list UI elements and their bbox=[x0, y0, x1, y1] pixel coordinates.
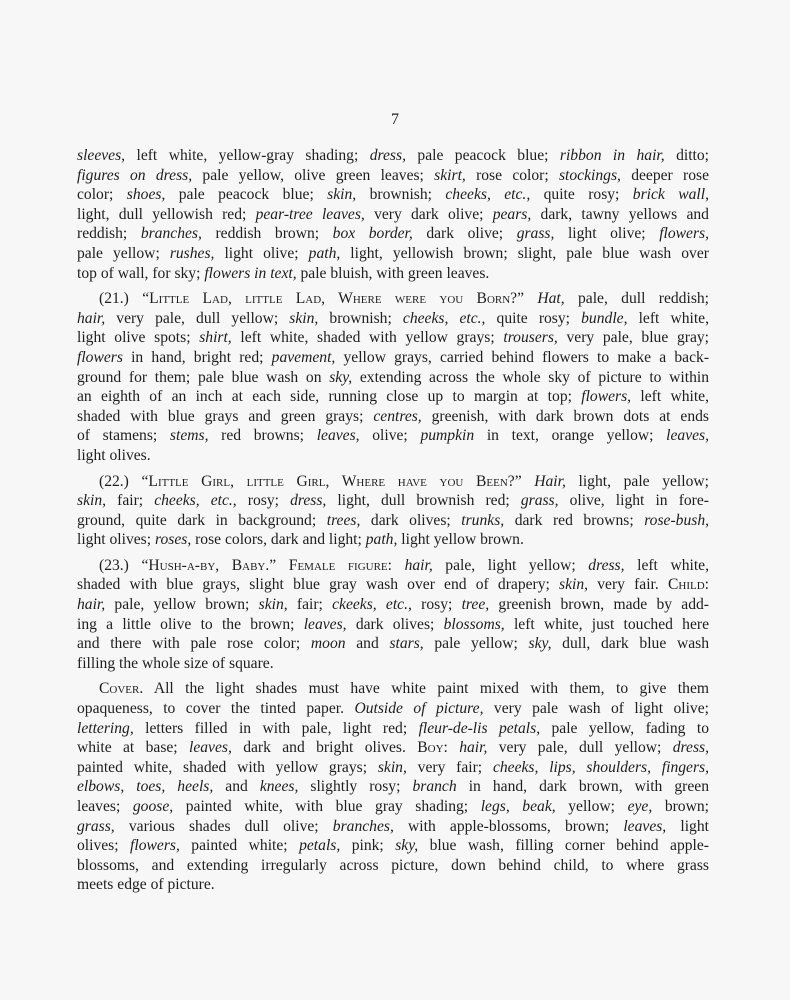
italic-term: blossoms, bbox=[443, 615, 505, 633]
italic-term: goose, bbox=[132, 798, 174, 815]
text-run: brownish; bbox=[356, 186, 446, 204]
text-run: rose colors, dark and light; bbox=[191, 531, 366, 549]
small-caps-heading: Cover. bbox=[99, 680, 144, 698]
italic-term: flowers in text, bbox=[204, 264, 297, 282]
italic-term: Outside of picture, bbox=[354, 700, 484, 718]
text-line bbox=[77, 654, 709, 674]
text-run: very pale, dull yellow; bbox=[487, 739, 673, 757]
italic-term: moon bbox=[310, 635, 346, 653]
italic-term: pumpkin bbox=[420, 427, 475, 445]
text-run: yellow; bbox=[555, 798, 628, 815]
text-run: very fair; bbox=[406, 758, 493, 776]
italic-term: stockings, bbox=[558, 166, 621, 184]
text-run: brownish; bbox=[318, 309, 403, 327]
italic-term: pavement, bbox=[271, 348, 336, 366]
text-run: rose color; bbox=[465, 166, 559, 184]
small-caps-heading: Boy: bbox=[417, 739, 448, 757]
text-run: dark red browns; bbox=[504, 511, 645, 529]
text-run: and there with pale rose color; bbox=[77, 635, 311, 653]
text-line bbox=[77, 530, 709, 550]
italic-term: branches, bbox=[332, 817, 394, 835]
text-line bbox=[77, 699, 709, 719]
text-run: greenish, with dark brown dots at ends bbox=[421, 407, 709, 425]
italic-term: tree, bbox=[461, 596, 490, 614]
text-run: (23.) “ bbox=[99, 556, 149, 574]
italic-term: box border, bbox=[332, 225, 413, 243]
italic-term: ckeeks, etc., bbox=[332, 596, 412, 614]
text-line bbox=[77, 615, 709, 635]
italic-term: trousers, bbox=[503, 329, 558, 347]
text-run bbox=[448, 739, 459, 756]
text-run: slightly rosy; bbox=[298, 778, 413, 796]
text-line bbox=[77, 797, 709, 817]
italic-term: path, bbox=[308, 244, 341, 262]
text-run: meets edge of picture. bbox=[77, 876, 215, 894]
text-run: reddish brown; bbox=[201, 225, 333, 243]
text-run: rosy; bbox=[411, 596, 462, 614]
text-run: pale yellow, olive green leaves; bbox=[192, 166, 435, 184]
text-run: very pale, dull yellow; bbox=[105, 309, 290, 327]
text-run: and bbox=[345, 635, 390, 653]
text-run: shaded with blue grays and green grays; bbox=[77, 407, 374, 425]
italic-term: skin, bbox=[377, 758, 407, 776]
text-run: pale, light yellow; bbox=[432, 556, 589, 574]
italic-term: branch bbox=[412, 778, 457, 796]
small-caps-heading: Little Lad, little Lad, Where were you Born? bbox=[149, 290, 518, 308]
italic-term: leaves, bbox=[188, 739, 232, 757]
text-line bbox=[77, 387, 709, 407]
small-caps-heading: Hush-a-by, Baby. bbox=[148, 556, 270, 574]
text-run: pale yellow, fading to bbox=[540, 719, 709, 737]
text-line bbox=[77, 224, 709, 244]
italic-term: hair, bbox=[77, 309, 106, 327]
italic-term: cheeks, lips, shoulders, fingers, bbox=[492, 758, 709, 776]
text-line bbox=[77, 289, 709, 309]
text-line bbox=[77, 407, 709, 427]
text-line bbox=[77, 679, 709, 699]
italic-term: cheeks, etc., bbox=[445, 186, 531, 204]
text-run: left white, bbox=[624, 556, 710, 574]
text-run: pale peacock blue; bbox=[165, 186, 328, 204]
italic-term: figures on dress, bbox=[77, 166, 193, 184]
text-run: very dark olive; bbox=[364, 205, 493, 223]
italic-term: skirt, bbox=[434, 166, 466, 184]
text-run: olive, light in fore- bbox=[558, 492, 709, 510]
text-line bbox=[77, 777, 709, 797]
text-run: in hand, bright red; bbox=[122, 348, 272, 366]
text-run: light, yellowish brown; slight, pale blue wash over bbox=[340, 244, 709, 262]
text-run: dark olives; bbox=[360, 511, 462, 529]
italic-term: grass, bbox=[516, 225, 555, 243]
text-run: quite rosy; bbox=[485, 309, 582, 327]
text-line bbox=[77, 309, 709, 329]
italic-term: brick wall, bbox=[632, 186, 709, 204]
text-run: dark olives; bbox=[346, 615, 444, 633]
text-run: very pale, blue gray; bbox=[557, 329, 709, 347]
italic-term: skin, bbox=[289, 309, 319, 327]
italic-term: dress, bbox=[290, 492, 327, 510]
italic-term: Hat, bbox=[537, 290, 565, 308]
text-run: opaqueness, to cover the tinted paper. bbox=[77, 700, 355, 718]
text-run: All the light shades must have white paint mixed with them, to give them bbox=[143, 680, 709, 698]
text-run: reddish; bbox=[77, 225, 141, 243]
text-line bbox=[77, 595, 709, 615]
text-line bbox=[77, 446, 709, 466]
text-run: left white, shaded with yellow grays; bbox=[231, 329, 504, 347]
text-run: white at base; bbox=[77, 739, 189, 757]
text-run: light olives. bbox=[77, 446, 151, 464]
text-run: ing a little olive to the brown; bbox=[77, 615, 304, 633]
text-run: left white, bbox=[627, 309, 709, 327]
text-run: painted white; bbox=[179, 837, 300, 855]
italic-term: shoes, bbox=[126, 186, 166, 204]
text-run: ground, quite dark in background; bbox=[77, 511, 327, 529]
text-run: deeper rose bbox=[620, 166, 709, 184]
italic-term: dress, bbox=[672, 739, 709, 757]
italic-term: branches, bbox=[140, 225, 202, 243]
small-caps-heading: Female figure: bbox=[288, 556, 392, 574]
text-run bbox=[392, 557, 405, 574]
text-line bbox=[77, 511, 709, 531]
text-run: olive; bbox=[359, 427, 421, 445]
text-line bbox=[77, 719, 709, 739]
text-run: very pale wash of light olive; bbox=[483, 700, 709, 718]
text-run: red browns; bbox=[208, 427, 317, 445]
text-run: top of wall, for sky; bbox=[77, 264, 205, 282]
italic-term: shirt, bbox=[199, 329, 232, 347]
italic-term: dress, bbox=[369, 147, 406, 164]
text-line bbox=[77, 348, 709, 368]
italic-term: rushes, bbox=[169, 244, 215, 262]
italic-term: cheeks, etc., bbox=[154, 492, 237, 510]
text-line bbox=[77, 738, 709, 758]
text-run: pale, dull reddish; bbox=[564, 290, 710, 308]
italic-term: pear-tree leaves, bbox=[255, 205, 365, 223]
italic-term: fleur-de-lis petals, bbox=[418, 719, 541, 737]
text-run: rosy; bbox=[236, 492, 291, 510]
text-line bbox=[77, 491, 709, 511]
text-run: dark olive; bbox=[412, 225, 517, 243]
text-run: pale peacock blue; bbox=[405, 147, 560, 164]
italic-term: hair, bbox=[77, 596, 106, 614]
text-run: light, pale yellow; bbox=[565, 472, 709, 490]
italic-term: hair, bbox=[404, 556, 433, 574]
text-run: extending across the whole sky of picture to within bbox=[352, 368, 709, 386]
italic-term: skin, bbox=[258, 596, 288, 614]
text-run: blossoms, and extending irregularly across picture, down behind child, to where grass bbox=[77, 856, 709, 874]
italic-term: grass, bbox=[77, 817, 115, 835]
italic-term: bundle, bbox=[581, 309, 628, 327]
text-run: left white, just touched here bbox=[504, 615, 709, 633]
text-run: (22.) “ bbox=[99, 472, 149, 490]
text-line bbox=[77, 817, 709, 837]
italic-term: trees, bbox=[326, 511, 361, 529]
text-line bbox=[77, 328, 709, 348]
italic-term: Hair, bbox=[534, 472, 566, 490]
text-line bbox=[77, 758, 709, 778]
italic-term: flowers, bbox=[130, 837, 180, 855]
text-line bbox=[77, 205, 709, 225]
italic-term: rose-bush, bbox=[644, 511, 710, 529]
italic-term: sky, bbox=[395, 837, 419, 855]
text-line bbox=[77, 368, 709, 388]
text-line bbox=[77, 634, 709, 654]
italic-term: leaves, bbox=[666, 427, 710, 445]
text-run: filling the whole size of square. bbox=[77, 654, 274, 672]
text-run: pink; bbox=[340, 837, 396, 855]
italic-term: flowers, bbox=[659, 225, 710, 243]
text-run: light olives; bbox=[77, 531, 155, 549]
italic-term: leaves, bbox=[316, 427, 360, 445]
text-run: ” bbox=[517, 290, 538, 308]
text-run: ” bbox=[514, 472, 535, 490]
text-run: letters filled in with pale, light red; bbox=[133, 719, 419, 737]
italic-term: cheeks, etc., bbox=[402, 309, 486, 327]
italic-term: flowers bbox=[77, 348, 123, 366]
text-run: light yellow brown. bbox=[397, 531, 524, 549]
italic-term: sky, bbox=[329, 368, 353, 386]
text-line bbox=[77, 426, 709, 446]
text-run: olives; bbox=[77, 837, 131, 855]
text-run: an eighth of an inch at each side, running close up to margin at top; bbox=[77, 388, 582, 406]
text-line bbox=[77, 264, 709, 284]
text-line bbox=[77, 836, 709, 856]
italic-term: stars, bbox=[389, 635, 424, 653]
text-run: various shades dull olive; bbox=[114, 817, 333, 835]
text-run: pale, yellow brown; bbox=[105, 596, 259, 614]
italic-term: knees, bbox=[259, 778, 299, 796]
page-number: 7 bbox=[391, 111, 399, 128]
text-run: light olive spots; bbox=[77, 329, 200, 347]
text-run: ditto; bbox=[664, 147, 710, 164]
italic-term: lettering, bbox=[77, 719, 134, 737]
text-run: blue wash, filling corner behind apple- bbox=[418, 837, 710, 855]
italic-term: flowers, bbox=[581, 388, 632, 406]
text-run: of stamens; bbox=[77, 427, 170, 445]
italic-term: hair, bbox=[459, 739, 488, 757]
italic-term: path, bbox=[365, 531, 398, 549]
text-run: light, dull brownish red; bbox=[326, 492, 521, 510]
italic-term: petals, bbox=[299, 837, 341, 855]
small-caps-heading: Child: bbox=[667, 576, 709, 594]
text-line bbox=[77, 244, 709, 264]
text-run: color; bbox=[77, 186, 127, 204]
text-run: dull, dark blue wash bbox=[551, 635, 709, 653]
text-run: ground for them; pale blue wash on bbox=[77, 368, 330, 386]
text-run: light bbox=[666, 817, 709, 835]
text-run: fair; bbox=[287, 596, 333, 614]
text-run: painted white, shaded with yellow grays; bbox=[77, 758, 378, 776]
text-run: and bbox=[213, 778, 260, 796]
text-run: dark, tawny yellows and bbox=[531, 205, 709, 223]
text-run: in text, orange yellow; bbox=[474, 427, 667, 445]
text-line bbox=[77, 185, 709, 205]
text-run: dark and bright olives. bbox=[231, 739, 418, 757]
italic-term: stems, bbox=[169, 427, 209, 445]
italic-term: grass, bbox=[520, 492, 559, 510]
italic-term: trunks, bbox=[461, 511, 505, 529]
text-run: pale yellow; bbox=[423, 635, 529, 653]
text-run: with apple-blossoms, brown; bbox=[393, 817, 624, 835]
italic-term: skin, bbox=[327, 186, 357, 204]
italic-term: pears, bbox=[492, 205, 532, 223]
text-run: greenish brown, made by add- bbox=[489, 596, 709, 614]
italic-term: sky, bbox=[528, 635, 552, 653]
text-line bbox=[77, 556, 709, 576]
text-line bbox=[77, 146, 709, 166]
text-line bbox=[77, 166, 709, 186]
text-run: quite rosy; bbox=[530, 186, 633, 204]
text-line bbox=[77, 856, 709, 876]
body-text bbox=[77, 146, 709, 895]
text-run: brown; bbox=[652, 798, 709, 815]
text-line bbox=[77, 472, 709, 492]
italic-term: ribbon in hair, bbox=[559, 147, 665, 164]
italic-term: dress, bbox=[588, 556, 625, 574]
text-run: shaded with blue grays, slight blue gray wash over end of drapery; bbox=[77, 576, 560, 594]
text-run: light olive; bbox=[214, 244, 309, 262]
text-run: light, dull yellowish red; bbox=[77, 205, 256, 223]
text-run: ” bbox=[269, 556, 289, 574]
text-run: very fair. bbox=[588, 576, 668, 594]
text-run: pale yellow; bbox=[77, 244, 170, 262]
italic-term: roses, bbox=[154, 531, 192, 549]
text-run: (21.) “ bbox=[99, 290, 150, 308]
italic-term: centres, bbox=[373, 407, 422, 425]
italic-term: leaves, bbox=[623, 817, 667, 835]
text-line bbox=[77, 875, 709, 895]
text-run: in hand, dark brown, with green bbox=[456, 778, 710, 796]
text-run: left white, bbox=[631, 388, 709, 406]
text-run: leaves; bbox=[77, 798, 133, 815]
text-run: left white, yellow-gray shading; bbox=[125, 147, 370, 164]
text-run: fair; bbox=[106, 492, 155, 510]
small-caps-heading: Little Girl, little Girl, Where have you Been? bbox=[148, 472, 515, 490]
text-run: yellow grays, carried behind flowers to make a back- bbox=[335, 348, 710, 366]
italic-term: legs, beak, bbox=[480, 798, 556, 815]
text-run: painted white, with blue gray shading; bbox=[173, 798, 481, 815]
italic-term: sleeves, bbox=[77, 147, 126, 164]
italic-term: skin, bbox=[77, 492, 107, 510]
text-line bbox=[77, 575, 709, 595]
italic-term: leaves, bbox=[303, 615, 347, 633]
text-run: pale bluish, with green leaves. bbox=[296, 264, 490, 282]
text-run: light olive; bbox=[554, 225, 660, 243]
italic-term: skin, bbox=[559, 576, 589, 594]
italic-term: eye, bbox=[627, 798, 653, 815]
italic-term: elbows, toes, heels, bbox=[77, 778, 214, 796]
